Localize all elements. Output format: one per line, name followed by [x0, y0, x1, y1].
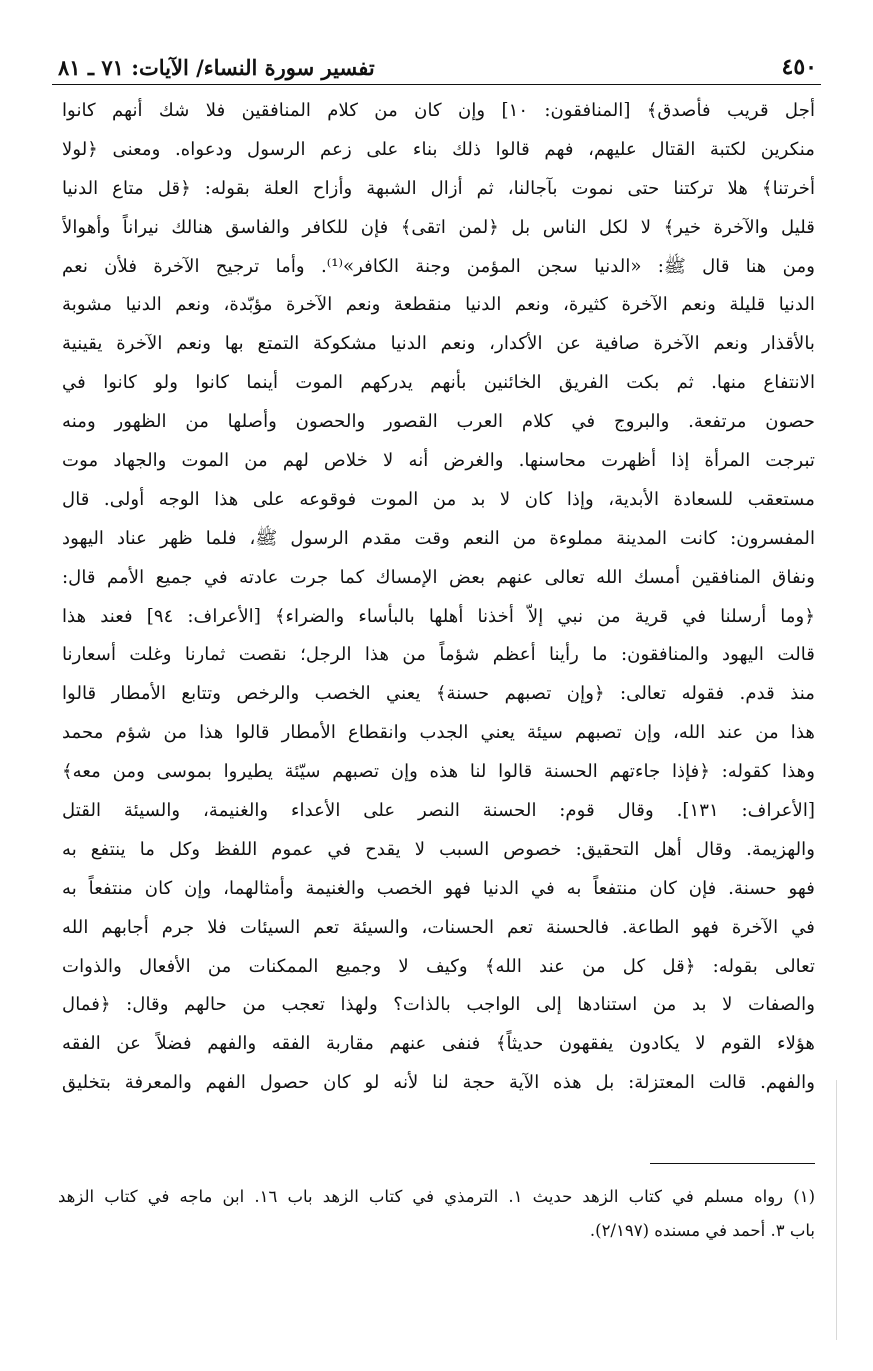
- text-line: [الأعراف: ١٣١]. وقال قوم: الحسنة النصر على الأعداء والغنيمة، والسيئة القتل: [62, 800, 815, 822]
- running-title: تفسير سورة النساء/ الآيات: ٧١ ـ ٨١: [58, 55, 375, 80]
- text-line: والهزيمة. وقال أهل التحقيق: خصوص السبب لا يقدح في عموم اللفظ وكل ما ينتفع به: [62, 838, 815, 860]
- text-line: فهو حسنة. فإن كان منتفعاً به في الدنيا فهو الخصب والغنيمة وأمثالهما، وإن كان منتفعاً به: [62, 877, 815, 899]
- header-rule: [52, 84, 821, 85]
- footnote-line: (١) رواه مسلم في كتاب الزهد حديث ١. الترمذي في كتاب الزهد باب ١٦. ابن ماجه في كتاب الزهد: [58, 1187, 815, 1206]
- footnote-rule: [650, 1163, 815, 1164]
- text-line: الدنيا قليلة ونعم الآخرة كثيرة، ونعم الدنيا منقطعة ونعم الآخرة مؤبّدة، ونعم الدنيا مشوبة: [62, 294, 815, 316]
- text-line: أجل قريب فأصدق﴾ [المنافقون: ١٠] وإن كان من كلام المنافقين فلا شك أنهم كانوا: [62, 100, 815, 121]
- footnotes: [58, 1180, 815, 1248]
- text-line: تبرجت المرأة إذا أظهرت محاسنها. والغرض أنه لا خلاص لهم من الموت والجهاد موت: [62, 450, 815, 472]
- text-line: هؤلاء القوم لا يكادون يفقهون حديثاً﴾ فنفى عنهم مقاربة الفقه والفهم فضلاً عن الفقه: [62, 1033, 815, 1055]
- text-line: مستعقب للسعادة الأبدية، وإذا كان لا بد من الموت فوقوعه على هذا الوجه أولى. قال: [62, 488, 815, 510]
- scan-edge-shadow: [836, 1080, 837, 1340]
- text-line: والصفات لا بد من استنادها إلى الواجب بالذات؟ ولهذا تعجب من حالهم وقال: ﴿فمال: [62, 994, 815, 1016]
- text-line: هذا من عند الله، وإن تصبهم سيئة يعني الجدب وانقطاع الأمطار قالوا هذا من شؤم محمد: [62, 722, 815, 744]
- text-line: ومن هنا قال ﷺ: «الدنيا سجن المؤمن وجنة الكافر»⁽¹⁾. وأما ترجيح الآخرة فلأن نعم: [62, 255, 815, 277]
- text-line: الانتفاع منها. ثم بكت الفريق الخائنين بأنهم يدركهم الموت أينما كانوا ولو كانوا في: [62, 372, 815, 394]
- text-line: في الآخرة فهو الطاعة. فالحسنة تعم الحسنات، والسيئة تعم السيئات فلا جرم أجابهم الله: [62, 916, 815, 938]
- text-line: منذ قدم. فقوله تعالى: ﴿وإن تصبهم حسنة﴾ يعني الخصب والرخص وتتابع الأمطار قالوا: [62, 683, 815, 705]
- footnote-line: باب ٣. أحمد في مسنده (٢/١٩٧).: [589, 1221, 815, 1240]
- text-line: وهذا كقوله: ﴿فإذا جاءتهم الحسنة قالوا لنا هذه وإن تصبهم سيّئة يطيروا بموسى ومن معه﴾: [62, 761, 815, 783]
- text-line: حصون مرتفعة. والبروج في كلام العرب القصور والحصون وأصلها من الظهور ومنه: [62, 411, 815, 433]
- text-line: قالت اليهود والمنافقون: ما رأينا أعظم شؤماً من هذا الرجل؛ نقصت ثمارنا وغلت أسعارنا: [62, 644, 815, 666]
- page-header: [58, 46, 817, 80]
- text-line: قليل والآخرة خير﴾ لا لكل الناس بل ﴿لمن اتقى﴾ فإن للكافر والفاسق هنالك نيراناً وأهوالاً: [62, 216, 815, 238]
- text-line: والفهم. قالت المعتزلة: بل هذه الآية حجة لنا لأنه لو كان حصول الفهم والمعرفة بتخليق: [62, 1072, 815, 1094]
- body-text: [62, 92, 815, 1103]
- text-line: منكرين لكتبة القتال عليهم، فهم قالوا ذلك بناء على زعم الرسول ودعواه. ومعنى ﴿لولا: [62, 138, 815, 160]
- text-line: أخرتنا﴾ هلا تركتنا حتى نموت بآجالنا، ثم أزال الشبهة وأزاح العلة بقوله: ﴿قل متاع الدنيا: [62, 177, 815, 199]
- text-line: تعالى بقوله: ﴿قل كل من عند الله﴾ وكيف لا وجميع الممكنات من الأفعال والذوات: [62, 955, 815, 977]
- text-line: ونفاق المنافقين أمسك الله تعالى عنهم بعض الإمساك كما جرت عادته في جميع الأمم قال:: [62, 566, 815, 588]
- page-number: ٤٥٠: [781, 54, 817, 80]
- text-line: المفسرون: كانت المدينة مملوءة من النعم وقت مقدم الرسول ﷺ، فلما ظهر عناد اليهود: [62, 527, 815, 549]
- text-line: بالأقذار ونعم الآخرة صافية عن الأكدار، ونعم الدنيا مشكوكة التمتع بها ونعم الآخرة يقينية: [62, 333, 815, 355]
- text-line: ﴿وما أرسلنا في قرية من نبي إلاّ أخذنا أهلها بالبأساء والضراء﴾ [الأعراف: ٩٤] فعند هذا: [62, 605, 815, 627]
